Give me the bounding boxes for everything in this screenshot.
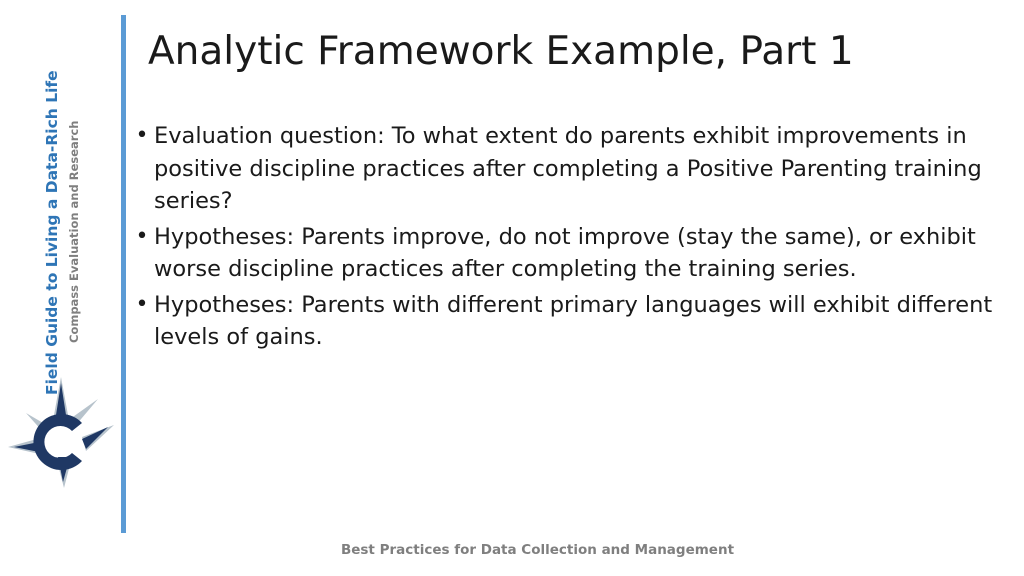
bullet-item xyxy=(130,120,1015,218)
sidebar-vertical-title: Field Guide to Living a Data-Rich Life xyxy=(43,70,61,395)
bullet-text: Hypotheses: Parents with different primary languages will exhibit different levels of gains. xyxy=(154,291,993,350)
slide-footer: Best Practices for Data Collection and Management xyxy=(340,542,735,558)
compass-logo-icon xyxy=(6,375,116,490)
sidebar xyxy=(0,0,122,576)
bullet-icon: • xyxy=(135,123,149,148)
bullet-item xyxy=(130,289,1015,354)
bullet-item xyxy=(130,221,1015,286)
bullet-text: Evaluation question: To what extent do parents exhibit improvements in positive discipline practices after completing a Positive Parenting training series? xyxy=(154,123,982,214)
compass-point-right-navy xyxy=(82,427,108,449)
slide-title: Analytic Framework Example, Part 1 xyxy=(148,29,854,74)
bullet-list xyxy=(130,120,1015,357)
bullet-icon: • xyxy=(135,291,149,317)
bullet-icon: • xyxy=(135,223,149,249)
sidebar-vertical-subtitle: Compass Evaluation and Research xyxy=(67,120,81,343)
bullet-text: Hypotheses: Parents improve, do not improve (stay the same), or exhibit worse discipline practices after completing the training series. xyxy=(154,223,976,282)
vertical-divider xyxy=(121,15,126,533)
